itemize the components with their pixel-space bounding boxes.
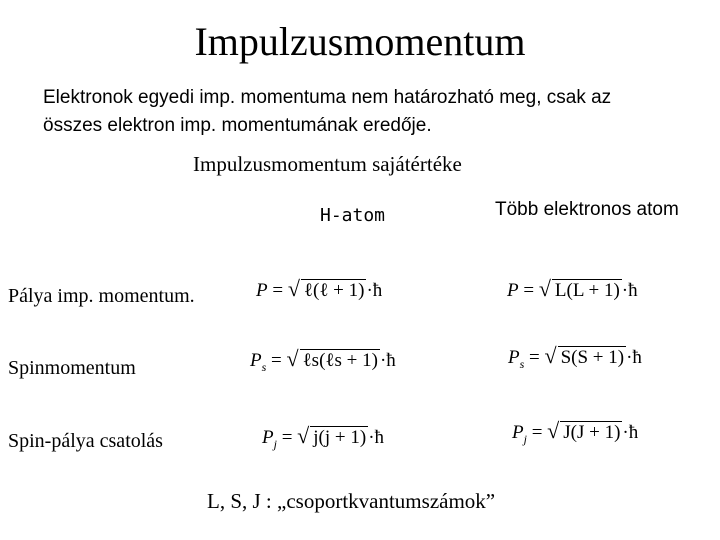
formula-lhs: P [250, 350, 262, 371]
formula-h-spin [250, 346, 396, 375]
formula-radicand: j(j + 1) [310, 426, 368, 449]
formula-factor: ·ħ [621, 280, 638, 301]
formula-lhs: P [256, 280, 268, 301]
sqrt-icon: √ [286, 346, 299, 371]
formula-factor: ·ħ [622, 422, 639, 443]
formula-lhs: P [262, 427, 274, 448]
footer-note: L, S, J : „csoportkvantumszámok” [207, 489, 496, 513]
formula-radicand: L(L + 1) [552, 279, 622, 302]
formula-lhs: P [507, 280, 519, 301]
section-subtitle: Impulzusmomentum sajátértéke [193, 152, 462, 176]
sqrt-icon: √ [297, 423, 310, 448]
intro-line-2: összes elektron imp. momentumának eredője. [43, 115, 432, 136]
column-header-multi-electron-atom: Több elektronos atom [495, 199, 679, 220]
formula-eq: = [272, 280, 284, 301]
formula-factor: ·ħ [368, 427, 385, 448]
formula-eq: = [529, 347, 540, 368]
formula-factor: ·ħ [626, 347, 642, 368]
formula-factor: ·ħ [366, 280, 383, 301]
formula-eq: = [523, 280, 535, 301]
formula-subscript: j [523, 431, 527, 446]
sqrt-icon: √ [544, 343, 557, 368]
formula-radicand: ℓ(ℓ + 1) [301, 279, 367, 302]
row-label-orbital: Pálya imp. momentum. [8, 285, 195, 307]
column-header-h-atom: H-atom [320, 205, 386, 226]
formula-lhs: P [508, 347, 520, 368]
formula-multi-spin [508, 343, 642, 372]
formula-radicand: J(J + 1) [560, 421, 622, 444]
formula-eq: = [531, 422, 543, 443]
formula-subscript: s [519, 356, 525, 371]
sqrt-icon: √ [538, 276, 551, 301]
formula-radicand: ℓs(ℓs + 1) [300, 349, 380, 372]
formula-multi-spin-orbit [512, 418, 638, 447]
formula-subscript: s [261, 359, 267, 374]
formula-h-spin-orbit [262, 423, 384, 452]
sqrt-icon: √ [287, 276, 300, 301]
formula-radicand: S(S + 1) [558, 346, 627, 369]
row-label-spin: Spinmomentum [8, 357, 136, 379]
page-title: Impulzusmomentum [194, 19, 526, 64]
formula-factor: ·ħ [379, 350, 396, 371]
sqrt-icon: √ [547, 418, 560, 443]
formula-multi-orbital [507, 276, 638, 302]
formula-h-orbital [256, 276, 382, 302]
row-label-spin-orbit: Spin-pálya csatolás [8, 430, 163, 452]
formula-lhs: P [512, 422, 524, 443]
intro-line-1: Elektronok egyedi imp. momentuma nem határozható meg, csak az [43, 87, 612, 108]
formula-subscript: j [273, 436, 277, 451]
formula-eq: = [271, 350, 282, 371]
formula-eq: = [281, 427, 293, 448]
